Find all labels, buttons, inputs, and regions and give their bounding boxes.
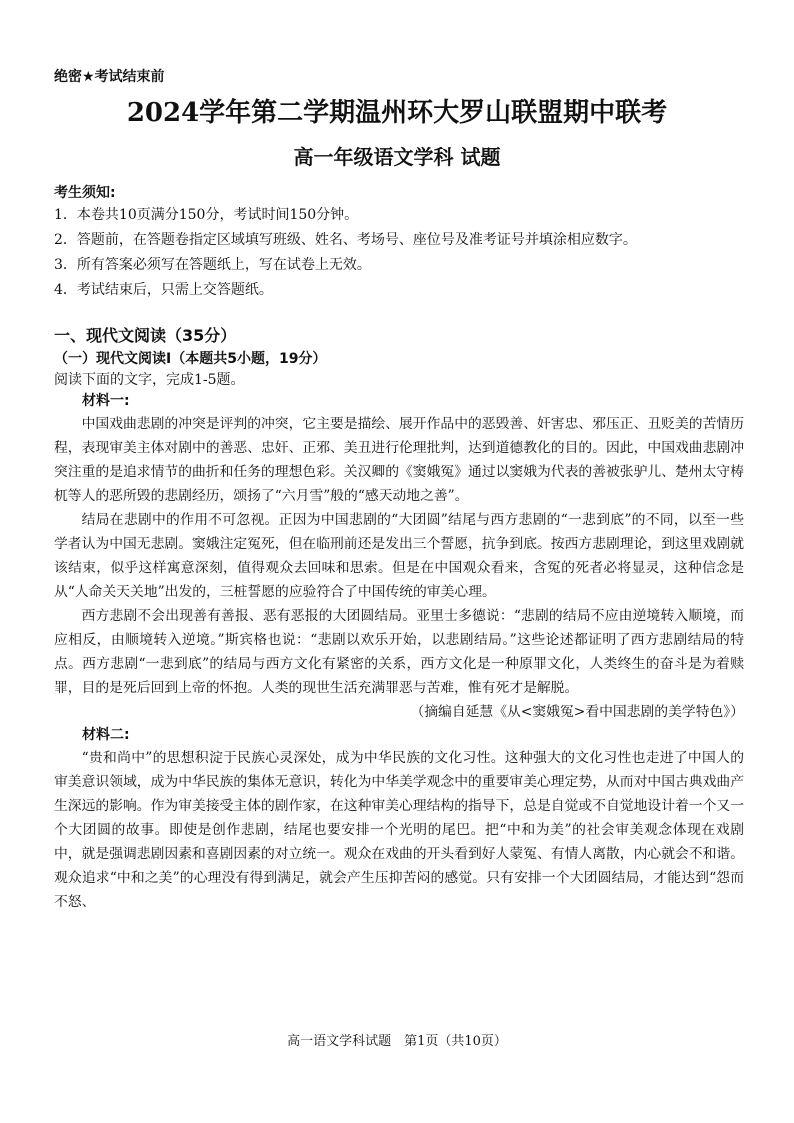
confidential-mark: 绝密★考试结束前 [54, 69, 165, 85]
reading-instruction: 阅读下面的文字，完成1-5题。 [54, 372, 245, 388]
subsection-title: （一）现代文阅读Ⅰ（本题共5小题，19分） [54, 351, 327, 367]
material-two-paragraph: “贵和尚中”的思想积淀于民族心灵深处，成为中华民族的文化习性。这种强大的文化习性也走进了中国人的审美意识领域，成为中华民族的集体无意识，转化为中华美学观念中的重要审美心理定势，从而对中国古典戏曲产生深远的影响。作为审美接受主体的剧作家，在这种审美心理结构的指导下，总是自觉或不自觉地设计着一个又一个大团圆的故事。即使是创作悲剧，结尾也要安排一个光明的尾巴。把“中和为美”的社会审美观念体现在戏剧中，就是强调悲剧因素和喜剧因素的对立统一。观众在戏曲的开头看到好人蒙冤、有情人离散，内心就会不和谐。观众追求“中和之美”的心理没有得到满足，就会产生压抑苦闷的感觉。只有安排一个大团圆结局，才能达到“怨而不怒、 [54, 750, 744, 910]
candidate-notice [54, 183, 744, 303]
exam-title: 2024学年第二学期温州环大罗山联盟期中联考 [126, 98, 668, 128]
notice-item: 4．考试结束后，只需上交答题纸。 [54, 282, 273, 298]
notice-item: 1．本卷共10页满分150分，考试时间150分钟。 [54, 207, 359, 223]
notice-item: 3．所有答案必须写在答题纸上，写在试卷上无效。 [54, 257, 371, 273]
notice-heading: 考生须知: [54, 185, 116, 201]
page-footer: 高一语文学科试题 第1页（共10页） [287, 1034, 507, 1049]
material-one-title: 材料一: [82, 393, 130, 409]
material-one-paragraph: 中国戏曲悲剧的冲突是评判的冲突，它主要是描绘、展开作品中的恶毁善、奸害忠、邪压正、丑贬美的苦情历程，表现审美主体对剧中的善恶、忠奸、正邪、美丑进行伦理批判，达到道德教化的目的。因此，中国戏曲悲剧冲突注重的是追求情节的曲折和任务的理想色彩。关汉卿的《窦娥冤》通过以窦娥为代表的善被张驴儿、楚州太守梼杌等人的恶所毁的悲剧经历，颂扬了“六月雪”般的“感天动地之善”。 [54, 416, 744, 504]
material-one-paragraph: 结局在悲剧中的作用不可忽视。正因为中国悲剧的“大团圆”结尾与西方悲剧的“一悲到底”的不同，以至一些学者认为中国无悲剧。窦娥注定冤死，但在临刑前还是发出三个誓愿，抗争到底。按西方悲剧理论，到这里戏剧就该结束，似乎这样寓意深刻，值得观众去回味和思索。但是在中国观众看来，含冤的死者必将显灵，这种信念是从“人命关天关地”出发的，三桩誓愿的应验符合了中国传统的审美心理。 [54, 512, 744, 600]
reading-section [54, 324, 744, 914]
notice-item: 2．答题前，在答题卷指定区域填写班级、姓名、考场号、座位号及准考证号并填涂相应数字。 [54, 232, 637, 248]
exam-subtitle: 高一年级语文学科 试题 [293, 145, 501, 169]
material-two-title: 材料二: [82, 727, 130, 743]
section-title: 一、现代文阅读（35分） [54, 326, 237, 345]
material-one-paragraph: 西方悲剧不会出现善有善报、恶有恶报的大团圆结局。亚里士多德说：“悲剧的结局不应由逆境转入顺境，而应相反，由顺境转入逆境。”斯宾格也说：“悲剧以欢乐开始，以悲剧结局。”这些论述都证明了西方悲剧结局的特点。西方悲剧“一悲到底”的结局与西方文化有紧密的关系，西方文化是一种原罪文化，人类终生的奋斗是为着赎罪，目的是死后回到上帝的怀抱。人类的现世生活充满罪恶与苦难，惟有死才是解脱。 [54, 608, 744, 696]
material-one-source: （摘编自延慧《从<窦娥冤>看中国悲剧的美学特色》） [410, 704, 744, 720]
